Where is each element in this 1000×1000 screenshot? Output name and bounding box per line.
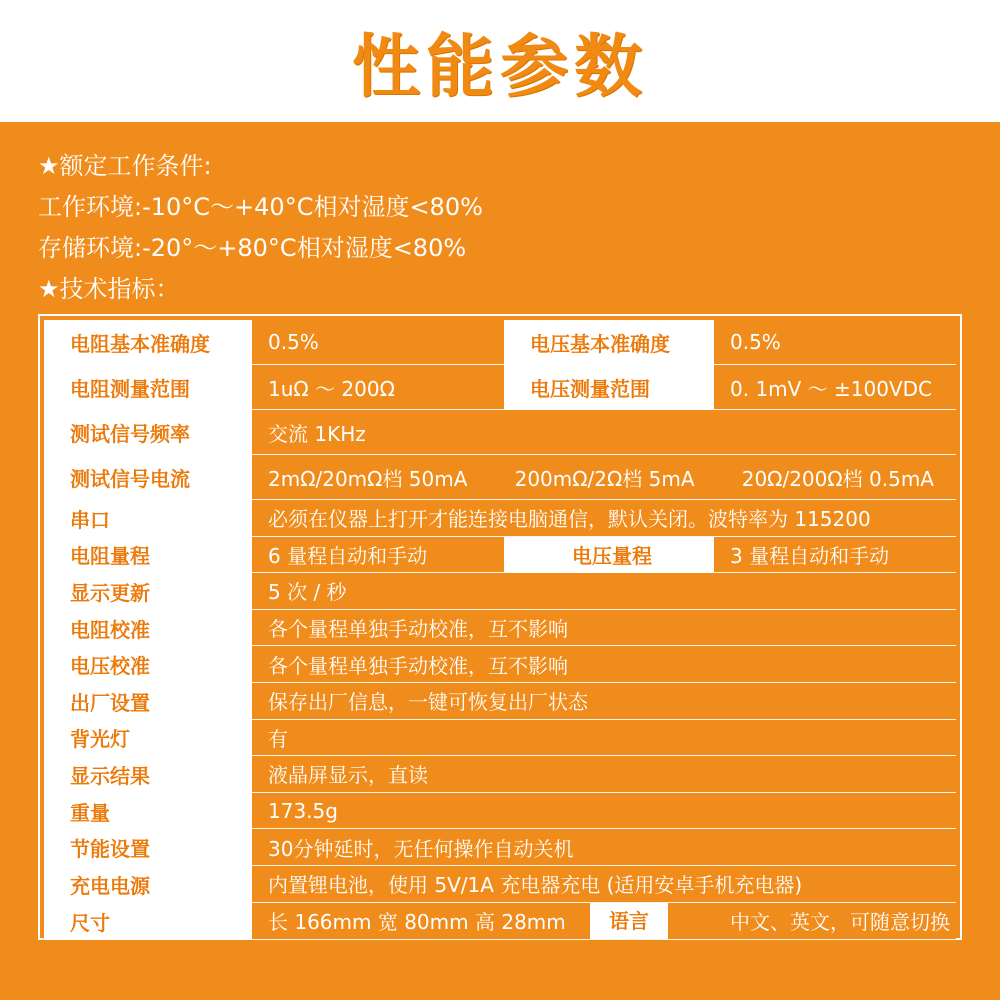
row-value: 各个量程单独手动校准，互不影响 [252,610,956,647]
row-label: 背光灯 [44,720,252,757]
row-value: 中文、英文，可随意切换 [714,903,956,940]
row-label: 重量 [44,793,252,830]
row-label: 显示更新 [44,573,252,610]
table-row [44,683,956,720]
spec-table [44,320,956,940]
row-label: 测试信号电流 [44,455,252,500]
row-value [252,903,714,940]
row-value: 内置锂电池，使用 5V/1A 充电器充电 (适用安卓手机充电器) [252,866,956,903]
row-value: 0.5% [714,320,956,365]
row-label: 出厂设置 [44,683,252,720]
current-range-2: 200mΩ/2Ω档 5mA [514,466,695,491]
table-row [44,573,956,610]
table-row [44,537,956,574]
header [0,0,1000,122]
table-row [44,610,956,647]
row-label: 电压校准 [44,646,252,683]
row-label: 电阻测量范围 [44,365,252,410]
row-label: 电压基本准确度 [510,320,714,365]
row-label: 串口 [44,500,252,537]
row-label: 电阻量程 [44,537,252,574]
table-row [44,500,956,537]
row-value: 30分钟延时，无任何操作自动关机 [252,829,956,866]
row-value: 173.5g [252,793,956,830]
table-row [44,365,956,410]
row-value: 必须在仪器上打开才能连接电脑通信，默认关闭。波特率为 115200 [252,500,956,537]
current-range-1: 2mΩ/20mΩ档 50mA [268,466,468,491]
specs-heading: ★技术指标： [38,275,180,303]
row-value: 有 [252,720,956,757]
table-row [44,756,956,793]
row-value: 1uΩ 〜 200Ω [252,365,510,410]
table-row [44,866,956,903]
table-row [44,320,956,365]
storage-environment: 存储环境:-20°～+80°C相对湿度<80% [38,234,467,262]
row-value: 5 次 / 秒 [252,573,956,610]
row-value: 保存出厂信息，一键可恢复出厂状态 [252,683,956,720]
spec-table-frame [38,314,962,940]
row-label: 节能设置 [44,829,252,866]
row-value: 3 量程自动和手动 [714,537,956,574]
conditions-block [38,146,483,310]
row-label: 尺寸 [44,903,252,940]
row-value: 0.5% [252,320,510,365]
row-value: 交流 1KHz [252,410,956,455]
table-row [44,903,956,940]
row-label: 电压测量范围 [510,365,714,410]
row-label: 测试信号频率 [44,410,252,455]
row-label: 显示结果 [44,756,252,793]
operating-environment: 工作环境:-10°C～+40°C相对湿度<80% [38,193,483,221]
language-label: 语言 [590,903,668,939]
spec-panel [0,122,1000,1000]
row-label: 电阻校准 [44,610,252,647]
page-title: 性能参数 [351,27,648,107]
row-label: 电压量程 [510,537,714,574]
table-row [44,793,956,830]
table-row [44,646,956,683]
row-label: 电阻基本准确度 [44,320,252,365]
table-row [44,455,956,500]
row-value [252,455,956,500]
table-row [44,829,956,866]
row-value: 0. 1mV 〜 ±100VDC [714,365,956,410]
row-value: 各个量程单独手动校准，互不影响 [252,646,956,683]
conditions-heading: ★额定工作条件: [38,152,212,180]
row-label: 充电电源 [44,866,252,903]
row-value: 6 量程自动和手动 [252,537,510,574]
row-value: 液晶屏显示，直读 [252,756,956,793]
table-row [44,720,956,757]
current-range-3: 20Ω/200Ω档 0.5mA [741,466,934,491]
size-value: 长 166mm 宽 80mm 高 28mm [268,910,566,935]
table-row [44,410,956,455]
